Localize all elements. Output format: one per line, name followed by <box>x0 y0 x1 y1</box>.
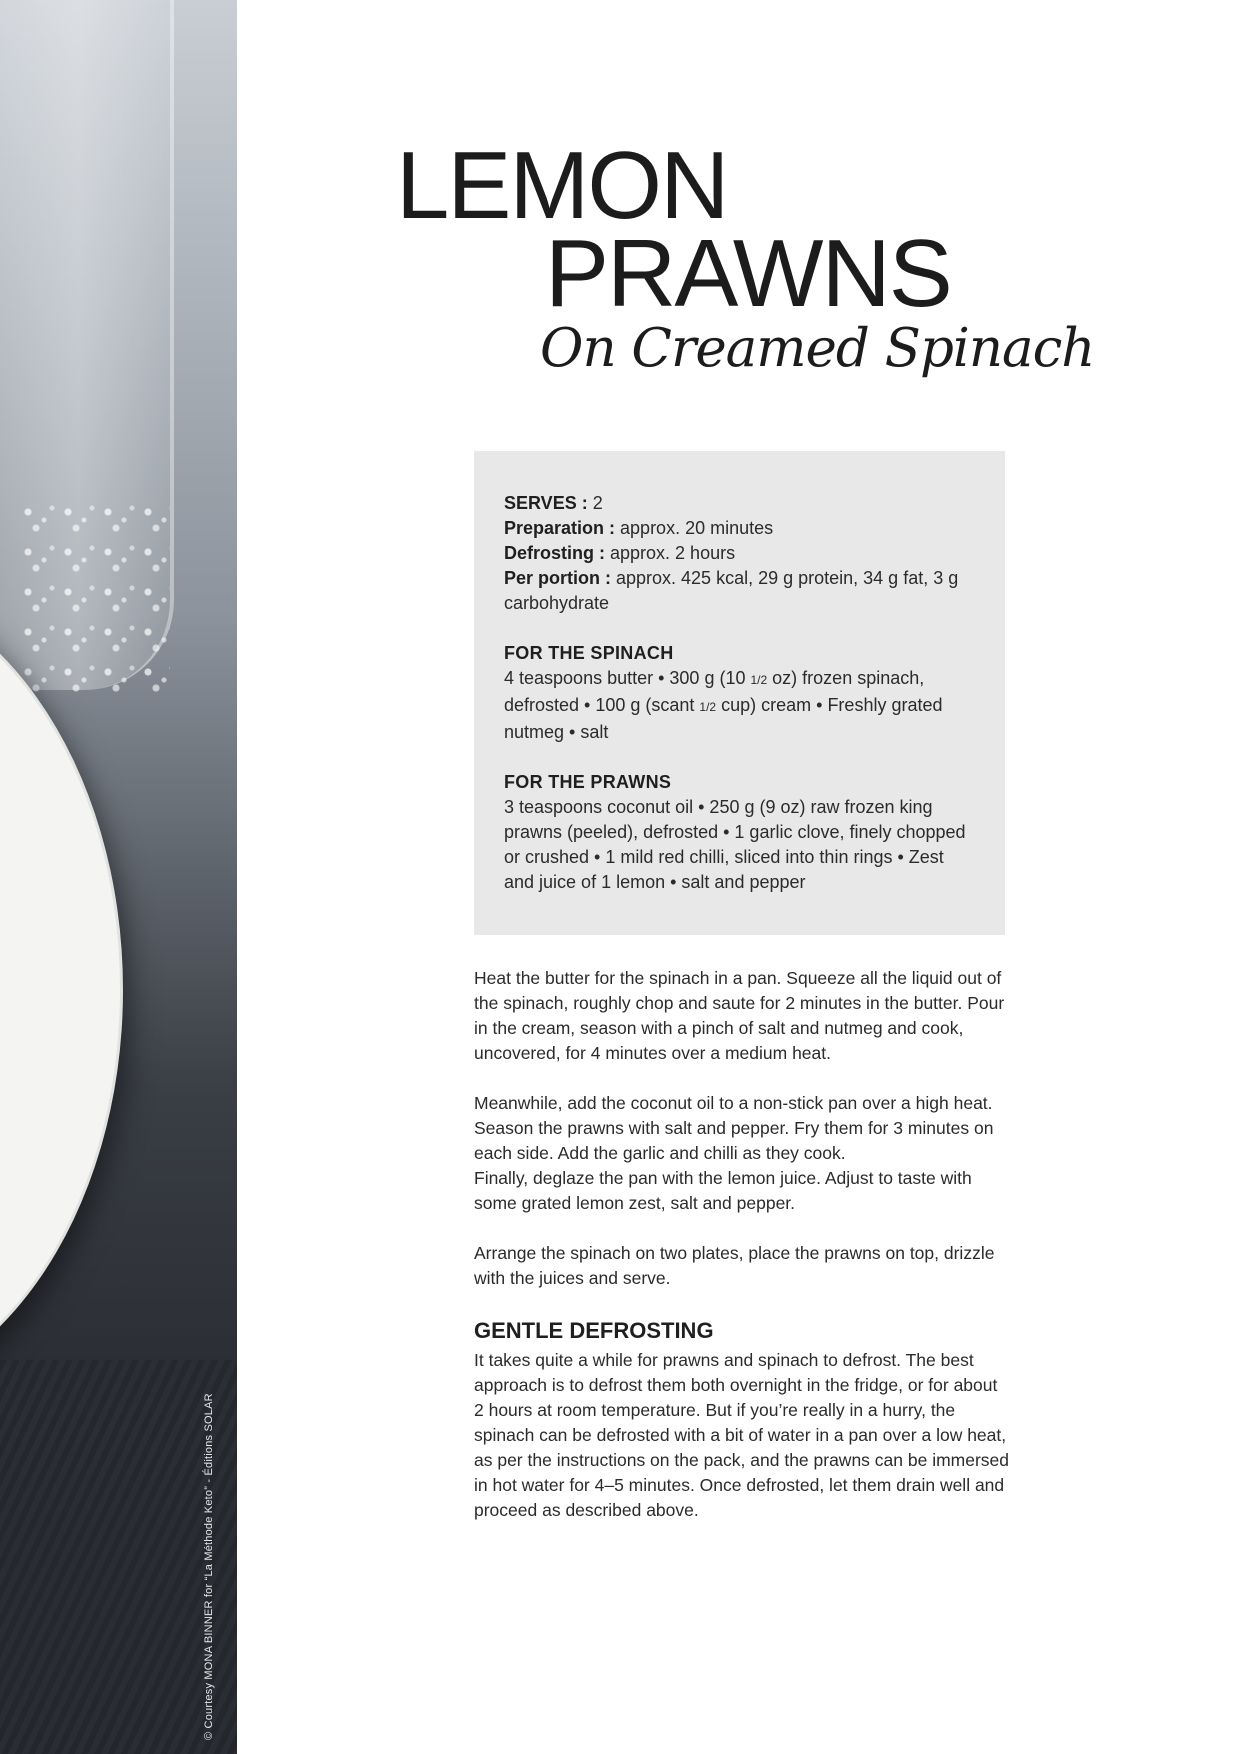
tip-text: It takes quite a while for prawns and spinach to defrost. The best approach is to defrost them both overnight in the fridge, or for about 2 hours at room temperature. But if you’re really in a hurry, the spinach can be defrosted with a bit of water in a pan over a low heat, as per the instructions on the pack, and the prawns can be immersed in hot water for 4–5 minutes. Once defrosted, let them drain well and proceed as described above. <box>474 1350 1010 1520</box>
water-bubbles <box>20 500 170 700</box>
method-step-3: Finally, deglaze the pan with the lemon juice. Adjust to taste with some grated lemon zest, salt and pepper. <box>474 1168 972 1213</box>
photo-credit: © Courtesy MONA BINNER for “La Méthode Keto” - Éditions SOLAR <box>203 1393 215 1740</box>
method-step-2: Meanwhile, add the coconut oil to a non-stick pan over a high heat. Season the prawns with salt and pepper. Fry them for 3 minutes on each side. Add the garlic and chilli as they cook. <box>474 1093 994 1163</box>
white-plate <box>0 580 120 1400</box>
ingredients-box <box>474 451 1005 935</box>
defrosting-label: Defrosting : <box>504 543 605 563</box>
spinach-text-part1: 4 teaspoons butter • 300 g (10 <box>504 668 751 688</box>
serves-value: 2 <box>587 493 603 513</box>
per-portion-value: approx. 425 kcal, 29 g protein, 34 g fat, 3 g carbohydrate <box>504 568 959 613</box>
spinach-fraction-2: 1/2 <box>699 700 717 714</box>
spinach-ingredients <box>504 666 975 745</box>
spinach-heading: FOR THE SPINACH <box>504 643 674 663</box>
defrosting-line <box>504 541 975 566</box>
preparation-value: approx. 20 minutes <box>615 518 774 538</box>
recipe-subtitle: On Creamed Spinach <box>540 318 1095 379</box>
per-portion-line <box>504 566 975 616</box>
defrosting-value: approx. 2 hours <box>605 543 736 563</box>
tip-heading: GENTLE DEFROSTING <box>474 1318 714 1343</box>
recipe-title-line1: LEMON <box>396 132 728 239</box>
preparation-label: Preparation : <box>504 518 616 538</box>
spinach-fraction-1: 1/2 <box>750 673 768 687</box>
prawns-heading: FOR THE PRAWNS <box>504 772 672 792</box>
preparation-line <box>504 516 975 541</box>
prawns-ingredients: 3 teaspoons coconut oil • 250 g (9 oz) raw frozen king prawns (peeled), defrosted • 1 garlic clove, finely chopped or crushed • 1 mild red chilli, sliced into thin rings • Zest and juice of 1 lemon • salt and pepper <box>504 797 966 892</box>
method-step-4: Arrange the spinach on two plates, place the prawns on top, drizzle with the juices and serve. <box>474 1243 995 1288</box>
spinach-text-part3: cup) cream • Freshly grated nutmeg • salt <box>504 695 943 742</box>
dark-napkin <box>0 1360 237 1754</box>
method-step-1: Heat the butter for the spinach in a pan. Squeeze all the liquid out of the spinach, roughly chop and saute for 2 minutes in the butter. Pour in the cream, season with a pinch of salt and nutmeg and cook, uncovered, for 4 minutes over a medium heat. <box>474 968 1005 1063</box>
method-section <box>474 966 1009 1316</box>
per-portion-label: Per portion : <box>504 568 611 588</box>
serves-line <box>504 491 975 516</box>
spinach-text-part2: oz) frozen spinach, defrosted • 100 g (scant <box>504 668 925 715</box>
food-photo <box>0 0 237 1754</box>
serves-label: SERVES : <box>504 493 588 513</box>
recipe-title-line2: PRAWNS <box>545 220 951 327</box>
